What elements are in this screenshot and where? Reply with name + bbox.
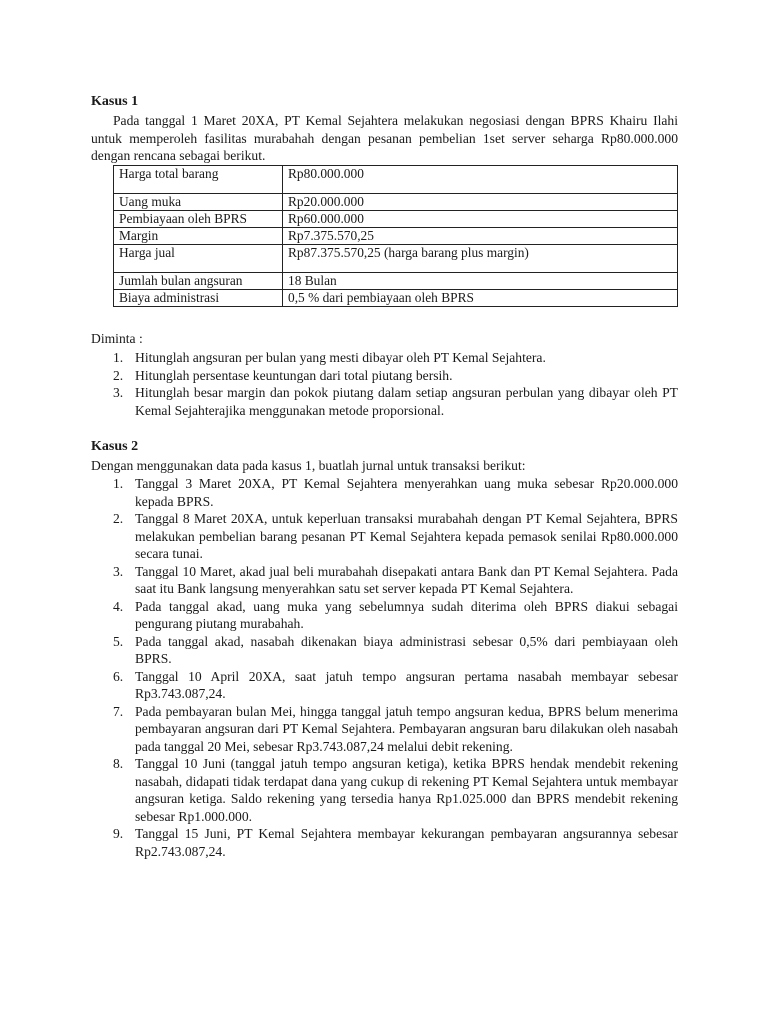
table-cell-label: Pembiayaan oleh BPRS	[114, 211, 283, 228]
table-cell-value: 0,5 % dari pembiayaan oleh BPRS	[283, 290, 678, 307]
list-item	[91, 349, 678, 367]
list-item	[91, 633, 678, 668]
list-item	[91, 598, 678, 633]
list-item	[91, 825, 678, 860]
item-text: Hitunglah besar margin dan pokok piutang dalam setiap angsuran perbulan yang dibayar oleh PT Kemal Sejahterajika menggunakan metode proporsional.	[135, 385, 678, 418]
item-number: 1.	[113, 350, 124, 365]
table-cell-value: Rp20.000.000	[283, 194, 678, 211]
table-cell-label: Uang muka	[114, 194, 283, 211]
financing-plan-table	[113, 165, 678, 307]
item-number: 4.	[113, 598, 124, 614]
table-row	[114, 166, 678, 194]
transactions-list	[91, 475, 678, 860]
diminta-label: Diminta :	[91, 331, 143, 346]
item-text: Tanggal 15 Juni, PT Kemal Sejahtera membayar kekurangan pembayaran angsurannya sebesar Rp2.743.087,24.	[135, 826, 678, 859]
table-cell-value: Rp7.375.570,25	[283, 228, 678, 245]
table-row	[114, 228, 678, 245]
table-row	[114, 194, 678, 211]
item-number: 3.	[113, 563, 124, 579]
item-number: 8.	[113, 756, 124, 771]
item-number: 9.	[113, 826, 124, 841]
item-number: 3.	[113, 385, 124, 400]
table-cell-value: Rp87.375.570,25 (harga barang plus margin)	[283, 245, 678, 273]
item-number: 2.	[113, 367, 124, 383]
list-item	[91, 510, 678, 563]
item-text: Hitunglah persentase keuntungan dari total piutang bersih.	[135, 367, 453, 383]
table-cell-value: 18 Bulan	[283, 273, 678, 290]
item-text: Pada pembayaran bulan Mei, hingga tanggal jatuh tempo angsuran kedua, BPRS belum menerima pembayaran angsuran dari PT Kemal Sejahtera. Pembayaran angsuran baru dilakukan oleh nasabah pada tanggal 20 Mei, sebesar Rp3.743.087,24 melalui debit rekening.	[135, 703, 678, 754]
table-cell-label: Jumlah bulan angsuran	[114, 273, 283, 290]
table-cell-label: Harga total barang	[114, 166, 283, 194]
item-number: 6.	[113, 668, 124, 684]
item-number: 7.	[113, 703, 124, 719]
list-item	[91, 668, 678, 703]
table-cell-label: Margin	[114, 228, 283, 245]
list-item	[91, 367, 678, 385]
table-row	[114, 211, 678, 228]
table-cell-label: Biaya administrasi	[114, 290, 283, 307]
item-number: 2.	[113, 511, 124, 526]
table-cell-value: Rp60.000.000	[283, 211, 678, 228]
list-item	[91, 384, 678, 419]
item-text: Pada tanggal akad, nasabah dikenakan biaya administrasi sebesar 0,5% dari pembiayaan oleh BPRS.	[135, 633, 678, 666]
questions-list	[91, 349, 678, 419]
table-row	[114, 245, 678, 273]
kasus2-intro: Dengan menggunakan data pada kasus 1, buatlah jurnal untuk transaksi berikut:	[91, 458, 526, 473]
kasus1-intro: Pada tanggal 1 Maret 20XA, PT Kemal Sejahtera melakukan negosiasi dengan BPRS Khairu Ilahi untuk memperoleh fasilitas murabahah dengan pesanan pembelian 1set server seharga Rp80.000.000 dengan rencana sebagai berikut.	[91, 113, 678, 163]
table-row	[114, 273, 678, 290]
item-text: Tanggal 10 Juni (tanggal jatuh tempo angsuran ketiga), ketika BPRS hendak mendebit rekening nasabah, didapati tidak terdapat dana yang cukup di rekening PT Kemal Sejahtera untuk membayar angsuran ketiga. Saldo rekening yang tersedia hanya Rp1.025.000 dan BPRS mendebit rekening sebesar Rp1.000.000.	[135, 756, 678, 824]
kasus2-heading: Kasus 2	[91, 439, 139, 454]
item-number: 5.	[113, 633, 124, 649]
item-text: Tanggal 3 Maret 20XA, PT Kemal Sejahtera menyerahkan uang muka sebesar Rp20.000.000 kepada BPRS.	[135, 476, 678, 509]
item-text: Tanggal 10 Maret, akad jual beli murabahah disepakati antara Bank dan PT Kemal Sejahtera. Pada saat itu Bank langsung menyerahkan satu set server kepada PT Kemal Sejahtera.	[135, 563, 678, 596]
kasus1-heading: Kasus 1	[91, 94, 139, 109]
item-text: Pada tanggal akad, uang muka yang sebelumnya sudah diterima oleh BPRS diakui sebagai pengurang piutang murabahah.	[135, 598, 678, 631]
table-cell-label: Harga jual	[114, 245, 283, 273]
list-item	[91, 475, 678, 510]
list-item	[91, 755, 678, 825]
item-number: 1.	[113, 476, 124, 491]
table-row	[114, 290, 678, 307]
item-text: Tanggal 10 April 20XA, saat jatuh tempo angsuran pertama nasabah membayar sebesar Rp3.743.087,24.	[135, 668, 678, 701]
list-item	[91, 563, 678, 598]
item-text: Hitunglah angsuran per bulan yang mesti dibayar oleh PT Kemal Sejahtera.	[135, 350, 546, 365]
item-text: Tanggal 8 Maret 20XA, untuk keperluan transaksi murabahah dengan PT Kemal Sejahtera, BPRS melakukan pembelian barang pesanan PT Kemal Sejahtera kepada pemasok senilai Rp80.000.000 secara tunai.	[135, 511, 678, 561]
table-cell-value: Rp80.000.000	[283, 166, 678, 194]
list-item	[91, 703, 678, 756]
